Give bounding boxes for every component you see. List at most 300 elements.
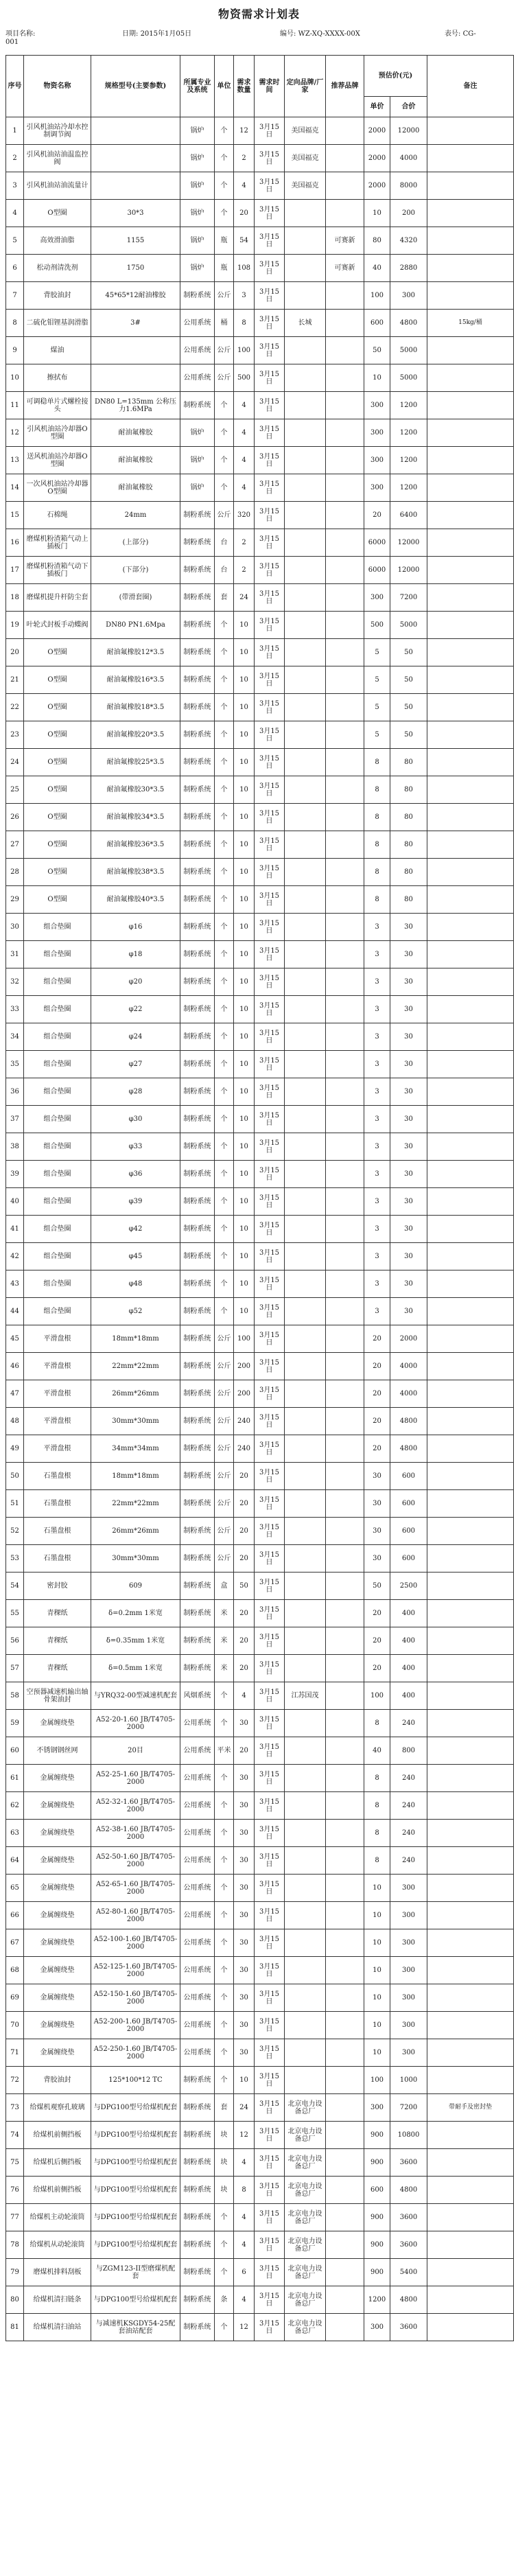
cell-recommend	[326, 1161, 364, 1188]
cell-brand	[285, 337, 326, 364]
cell-brand	[285, 804, 326, 831]
cell-remark	[427, 1078, 514, 1106]
cell-remark	[427, 172, 514, 200]
cell-dept: 制粉系统	[180, 914, 215, 941]
cell-unit-price: 20	[364, 1408, 390, 1435]
header-time: 需求时间	[255, 56, 285, 117]
cell-unit-price: 8	[364, 804, 390, 831]
cell-spec: 3#	[91, 310, 180, 337]
cell-recommend	[326, 1216, 364, 1243]
cell-dept: 制粉系统	[180, 666, 215, 694]
cell-brand	[285, 1600, 326, 1627]
cell-brand: 美国福克	[285, 117, 326, 145]
cell-dept: 公用系统	[180, 2039, 215, 2067]
requirements-table	[5, 55, 514, 2341]
cell-unit: 个	[215, 1792, 234, 1820]
cell-amount: 400	[390, 1655, 427, 1682]
cell-spec: 34mm*34mm	[91, 1435, 180, 1463]
cell-amount: 12000	[390, 529, 427, 557]
table-row	[6, 831, 514, 859]
cell-qty: 100	[234, 1325, 255, 1353]
cell-seq: 31	[6, 941, 24, 968]
cell-remark	[427, 1957, 514, 1984]
cell-time: 3月15日	[255, 1875, 285, 1902]
cell-brand	[285, 1216, 326, 1243]
cell-dept: 制粉系统	[180, 2259, 215, 2286]
cell-unit-price: 20	[364, 1600, 390, 1627]
cell-brand	[285, 831, 326, 859]
cell-remark	[427, 200, 514, 227]
cell-dept: 制粉系统	[180, 1023, 215, 1051]
cell-brand	[285, 1765, 326, 1792]
cell-unit-price: 3	[364, 996, 390, 1023]
cell-dept: 制粉系统	[180, 721, 215, 749]
cell-seq: 30	[6, 914, 24, 941]
cell-seq: 38	[6, 1133, 24, 1161]
cell-name: 金属缠绕垫	[24, 1820, 91, 1847]
cell-amount: 3600	[390, 2314, 427, 2341]
cell-amount: 30	[390, 1188, 427, 1216]
cell-qty: 2	[234, 557, 255, 584]
cell-amount: 30	[390, 941, 427, 968]
cell-dept: 制粉系统	[180, 502, 215, 529]
cell-recommend	[326, 2149, 364, 2177]
cell-name: O型圈	[24, 200, 91, 227]
cell-amount: 600	[390, 1518, 427, 1545]
cell-brand: 北京电力设备总厂	[285, 2177, 326, 2204]
cell-remark	[427, 1490, 514, 1518]
cell-qty: 30	[234, 1929, 255, 1957]
cell-name: 青稞纸	[24, 1655, 91, 1682]
cell-brand	[285, 502, 326, 529]
cell-spec: φ22	[91, 996, 180, 1023]
cell-name: 组合垫圈	[24, 1298, 91, 1325]
cell-name: 送风机油站冷却器O型圈	[24, 447, 91, 474]
cell-unit-price: 10	[364, 1929, 390, 1957]
cell-remark	[427, 1573, 514, 1600]
cell-spec: 18mm*18mm	[91, 1325, 180, 1353]
date-value: 2015年1月05日	[140, 30, 192, 38]
table-value-continued: 001	[5, 38, 19, 46]
cell-spec: 与YRQ32-00型减速机配套	[91, 1682, 180, 1710]
cell-dept: 制粉系统	[180, 1627, 215, 1655]
cell-unit-price: 8	[364, 859, 390, 886]
cell-time: 3月15日	[255, 584, 285, 612]
cell-qty: 10	[234, 941, 255, 968]
cell-unit: 个	[215, 886, 234, 914]
cell-brand	[285, 886, 326, 914]
cell-time: 3月15日	[255, 1655, 285, 1682]
cell-seq: 79	[6, 2259, 24, 2286]
cell-qty: 4	[234, 2149, 255, 2177]
cell-recommend	[326, 1243, 364, 1270]
cell-recommend	[326, 1353, 364, 1380]
cell-brand: 北京电力设备总厂	[285, 2094, 326, 2122]
cell-brand	[285, 1847, 326, 1875]
cell-qty: 20	[234, 1490, 255, 1518]
table-row	[6, 2286, 514, 2314]
cell-qty: 4	[234, 419, 255, 447]
cell-spec: φ45	[91, 1243, 180, 1270]
cell-brand	[285, 612, 326, 639]
cell-unit-price: 3	[364, 968, 390, 996]
cell-qty: 10	[234, 859, 255, 886]
cell-qty: 10	[234, 1051, 255, 1078]
cell-remark	[427, 804, 514, 831]
cell-remark	[427, 2286, 514, 2314]
cell-time: 3月15日	[255, 1902, 285, 1929]
cell-qty: 20	[234, 1463, 255, 1490]
cell-unit-price: 3	[364, 1161, 390, 1188]
cell-recommend	[326, 1023, 364, 1051]
cell-seq: 15	[6, 502, 24, 529]
table-row	[6, 666, 514, 694]
cell-remark	[427, 1133, 514, 1161]
table-row	[6, 2314, 514, 2341]
cell-seq: 9	[6, 337, 24, 364]
cell-name: 给煤机从动轮滚筒	[24, 2231, 91, 2259]
cell-amount: 200	[390, 200, 427, 227]
table-row	[6, 1929, 514, 1957]
cell-amount: 1000	[390, 2067, 427, 2094]
cell-brand	[285, 941, 326, 968]
cell-unit: 个	[215, 941, 234, 968]
cell-qty: 30	[234, 1820, 255, 1847]
table-row	[6, 859, 514, 886]
cell-dept: 制粉系统	[180, 1078, 215, 1106]
cell-amount: 240	[390, 1820, 427, 1847]
cell-recommend	[326, 886, 364, 914]
cell-remark	[427, 2204, 514, 2231]
cell-dept: 制粉系统	[180, 1216, 215, 1243]
cell-remark	[427, 255, 514, 282]
cell-remark	[427, 1627, 514, 1655]
cell-name: 组合垫圈	[24, 1106, 91, 1133]
cell-name: 平滑盘根	[24, 1325, 91, 1353]
cell-amount: 2500	[390, 1573, 427, 1600]
cell-unit: 个	[215, 1270, 234, 1298]
cell-time: 3月15日	[255, 2094, 285, 2122]
table-row	[6, 1051, 514, 1078]
cell-dept: 公用系统	[180, 310, 215, 337]
cell-unit: 台	[215, 557, 234, 584]
cell-spec: φ28	[91, 1078, 180, 1106]
cell-amount: 400	[390, 1600, 427, 1627]
cell-name: 金属缠绕垫	[24, 2012, 91, 2039]
cell-seq: 6	[6, 255, 24, 282]
cell-recommend	[326, 1188, 364, 1216]
cell-time: 3月15日	[255, 1380, 285, 1408]
cell-remark	[427, 1106, 514, 1133]
cell-remark	[427, 1298, 514, 1325]
cell-seq: 62	[6, 1792, 24, 1820]
cell-recommend	[326, 117, 364, 145]
cell-brand: 北京电力设备总厂	[285, 2314, 326, 2341]
table-row	[6, 1133, 514, 1161]
cell-spec: φ33	[91, 1133, 180, 1161]
cell-spec: 与ZGM123-II型磨煤机配套	[91, 2259, 180, 2286]
cell-remark	[427, 1270, 514, 1298]
cell-remark	[427, 914, 514, 941]
table-row	[6, 1820, 514, 1847]
cell-name: O型圈	[24, 831, 91, 859]
cell-unit-price: 5	[364, 639, 390, 666]
cell-time: 3月15日	[255, 255, 285, 282]
table-row	[6, 1106, 514, 1133]
cell-amount: 12000	[390, 557, 427, 584]
cell-dept: 制粉系统	[180, 804, 215, 831]
cell-unit: 个	[215, 831, 234, 859]
cell-recommend	[326, 914, 364, 941]
cell-seq: 53	[6, 1545, 24, 1573]
cell-unit-price: 300	[364, 474, 390, 502]
cell-remark	[427, 1380, 514, 1408]
cell-unit-price: 5	[364, 666, 390, 694]
cell-recommend	[326, 1545, 364, 1573]
cell-unit-price: 30	[364, 1545, 390, 1573]
cell-qty: 20	[234, 1518, 255, 1545]
cell-name: 组合垫圈	[24, 1078, 91, 1106]
cell-unit-price: 80	[364, 227, 390, 255]
cell-qty: 8	[234, 2177, 255, 2204]
cell-dept: 制粉系统	[180, 996, 215, 1023]
cell-dept: 制粉系统	[180, 1133, 215, 1161]
cell-spec	[91, 172, 180, 200]
cell-recommend	[326, 529, 364, 557]
cell-amount: 4800	[390, 1408, 427, 1435]
cell-amount: 300	[390, 1957, 427, 1984]
cell-time: 3月15日	[255, 337, 285, 364]
cell-name: 引风机油站油流量计	[24, 172, 91, 200]
cell-unit: 瓶	[215, 255, 234, 282]
cell-unit: 公斤	[215, 1435, 234, 1463]
cell-unit-price: 8	[364, 1765, 390, 1792]
cell-time: 3月15日	[255, 200, 285, 227]
cell-name: 金属缠绕垫	[24, 1875, 91, 1902]
cell-amount: 300	[390, 1984, 427, 2012]
cell-qty: 6	[234, 2259, 255, 2286]
cell-unit-price: 600	[364, 2177, 390, 2204]
cell-dept: 制粉系统	[180, 941, 215, 968]
cell-dept: 制粉系统	[180, 1161, 215, 1188]
cell-amount: 4800	[390, 2286, 427, 2314]
cell-remark	[427, 694, 514, 721]
table-row	[6, 557, 514, 584]
cell-spec: 耐油氟橡胶30*3.5	[91, 776, 180, 804]
cell-time: 3月15日	[255, 1408, 285, 1435]
cell-recommend	[326, 392, 364, 419]
cell-brand: 北京电力设备总厂	[285, 2259, 326, 2286]
cell-unit-price: 3	[364, 1243, 390, 1270]
cell-seq: 67	[6, 1929, 24, 1957]
cell-amount: 30	[390, 968, 427, 996]
cell-spec: 30*3	[91, 200, 180, 227]
cell-time: 3月15日	[255, 996, 285, 1023]
cell-seq: 11	[6, 392, 24, 419]
cell-brand	[285, 1078, 326, 1106]
cell-unit: 公斤	[215, 1545, 234, 1573]
cell-remark	[427, 1243, 514, 1270]
cell-name: O型圈	[24, 639, 91, 666]
cell-recommend	[326, 145, 364, 172]
cell-qty: 30	[234, 1792, 255, 1820]
cell-remark	[427, 886, 514, 914]
cell-qty: 30	[234, 1765, 255, 1792]
cell-unit-price: 10	[364, 1957, 390, 1984]
cell-seq: 66	[6, 1902, 24, 1929]
table-row	[6, 1298, 514, 1325]
cell-recommend	[326, 749, 364, 776]
date-field	[122, 27, 191, 38]
cell-name: 给煤机后侧挡板	[24, 2149, 91, 2177]
cell-recommend	[326, 1875, 364, 1902]
cell-recommend	[326, 502, 364, 529]
cell-remark	[427, 1188, 514, 1216]
table-number-field	[445, 27, 476, 38]
cell-time: 3月15日	[255, 694, 285, 721]
table-row	[6, 612, 514, 639]
cell-spec: A52-25-1.60 JB/T4705-2000	[91, 1765, 180, 1792]
cell-brand	[285, 1820, 326, 1847]
cell-seq: 33	[6, 996, 24, 1023]
cell-time: 3月15日	[255, 1106, 285, 1133]
cell-seq: 5	[6, 227, 24, 255]
cell-unit: 个	[215, 1188, 234, 1216]
cell-qty: 4	[234, 172, 255, 200]
cell-remark	[427, 1463, 514, 1490]
cell-qty: 100	[234, 337, 255, 364]
table-row	[6, 584, 514, 612]
cell-unit: 个	[215, 694, 234, 721]
cell-dept: 制粉系统	[180, 1243, 215, 1270]
cell-name: 空预器减速机输出轴骨架油封	[24, 1682, 91, 1710]
cell-unit-price: 8	[364, 776, 390, 804]
cell-brand	[285, 200, 326, 227]
cell-seq: 8	[6, 310, 24, 337]
cell-seq: 4	[6, 200, 24, 227]
cell-spec: DN80 L=135mm 公称压力1.6MPa	[91, 392, 180, 419]
cell-name: 可调稳单片式螺栓接头	[24, 392, 91, 419]
cell-brand	[285, 1710, 326, 1737]
cell-unit: 个	[215, 447, 234, 474]
cell-spec: A52-250-1.60 JB/T4705-2000	[91, 2039, 180, 2067]
cell-unit-price: 20	[364, 1380, 390, 1408]
cell-remark	[427, 1682, 514, 1710]
cell-time: 3月15日	[255, 804, 285, 831]
cell-time: 3月15日	[255, 529, 285, 557]
table-row	[6, 1518, 514, 1545]
cell-dept: 公用系统	[180, 1902, 215, 1929]
table-row	[6, 1270, 514, 1298]
cell-recommend	[326, 2259, 364, 2286]
cell-qty: 4	[234, 447, 255, 474]
cell-qty: 10	[234, 694, 255, 721]
cell-brand	[285, 474, 326, 502]
cell-seq: 21	[6, 666, 24, 694]
cell-brand	[285, 282, 326, 310]
cell-amount: 12000	[390, 117, 427, 145]
cell-name: 背胶油封	[24, 2067, 91, 2094]
cell-amount: 30	[390, 1078, 427, 1106]
cell-time: 3月15日	[255, 1270, 285, 1298]
cell-name: 平滑盘根	[24, 1435, 91, 1463]
cell-qty: 10	[234, 1216, 255, 1243]
cell-seq: 51	[6, 1490, 24, 1518]
cell-name: 组合垫圈	[24, 941, 91, 968]
table-row	[6, 1710, 514, 1737]
cell-amount: 400	[390, 1627, 427, 1655]
table-row	[6, 419, 514, 447]
cell-seq: 47	[6, 1380, 24, 1408]
cell-qty: 10	[234, 1023, 255, 1051]
number-value: WZ-XQ-XXXX-00X	[298, 30, 360, 38]
cell-qty: 10	[234, 1243, 255, 1270]
cell-spec: A52-38-1.60 JB/T4705-2000	[91, 1820, 180, 1847]
cell-name: 平滑盘根	[24, 1408, 91, 1435]
cell-recommend: 可赛新	[326, 227, 364, 255]
cell-time: 3月15日	[255, 1133, 285, 1161]
cell-name: 给煤机前侧挡板	[24, 2122, 91, 2149]
cell-recommend	[326, 1792, 364, 1820]
cell-seq: 50	[6, 1463, 24, 1490]
cell-seq: 75	[6, 2149, 24, 2177]
cell-spec: A52-125-1.60 JB/T4705-2000	[91, 1957, 180, 1984]
cell-qty: 10	[234, 1161, 255, 1188]
cell-remark	[427, 2039, 514, 2067]
cell-amount: 600	[390, 1545, 427, 1573]
cell-unit: 个	[215, 612, 234, 639]
cell-amount: 240	[390, 1847, 427, 1875]
cell-spec: 耐油氟橡胶34*3.5	[91, 804, 180, 831]
cell-unit: 个	[215, 804, 234, 831]
cell-unit: 公斤	[215, 1325, 234, 1353]
cell-amount: 30	[390, 1161, 427, 1188]
cell-time: 3月15日	[255, 1161, 285, 1188]
cell-unit: 瓶	[215, 227, 234, 255]
cell-brand	[285, 1380, 326, 1408]
table-row	[6, 392, 514, 419]
cell-brand	[285, 1133, 326, 1161]
cell-dept: 锅炉	[180, 255, 215, 282]
cell-unit-price: 30	[364, 1490, 390, 1518]
cell-unit-price: 3	[364, 1106, 390, 1133]
cell-name: 组合垫圈	[24, 1188, 91, 1216]
cell-qty: 10	[234, 804, 255, 831]
table-row	[6, 255, 514, 282]
cell-seq: 23	[6, 721, 24, 749]
cell-seq: 29	[6, 886, 24, 914]
cell-recommend	[326, 694, 364, 721]
cell-recommend	[326, 1710, 364, 1737]
cell-name: 金属缠绕垫	[24, 1957, 91, 1984]
cell-spec: 26mm*26mm	[91, 1518, 180, 1545]
table-row	[6, 749, 514, 776]
cell-name: 给煤机观察孔玻璃	[24, 2094, 91, 2122]
cell-dept: 制粉系统	[180, 749, 215, 776]
header-unit: 单位	[215, 56, 234, 117]
cell-amount: 7200	[390, 2094, 427, 2122]
cell-time: 3月15日	[255, 1216, 285, 1243]
table-row	[6, 1984, 514, 2012]
cell-remark	[427, 1408, 514, 1435]
cell-recommend	[326, 1490, 364, 1518]
cell-qty: 2	[234, 145, 255, 172]
cell-spec: 30mm*30mm	[91, 1408, 180, 1435]
cell-name: 引风机油站冷却水控制调节阀	[24, 117, 91, 145]
cell-remark	[427, 1435, 514, 1463]
cell-seq: 18	[6, 584, 24, 612]
cell-seq: 61	[6, 1765, 24, 1792]
